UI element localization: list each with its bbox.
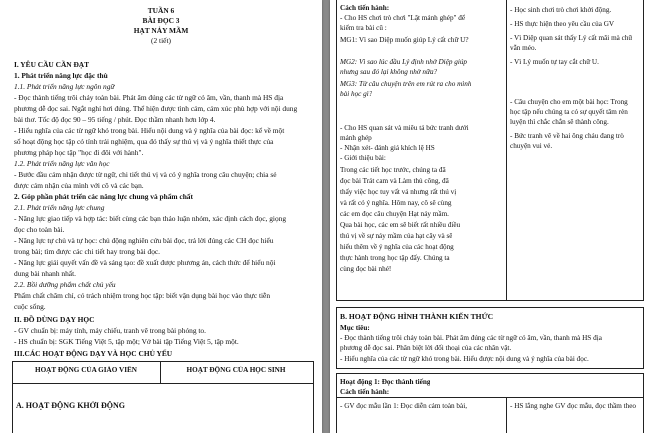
student-line: - HS lắng nghe GV đọc mẫu, đọc thầm theo <box>510 402 637 410</box>
howto-label: Cách tiến hành: <box>340 388 390 396</box>
teacher-line: đọc bài Trát cam và Làm thủ công, đã <box>340 177 449 185</box>
teacher-line: thực hành trong học tập đấy. Chúng ta <box>340 254 450 262</box>
body-line: đọc cho toàn bài. <box>14 225 65 234</box>
student-line: - Câu chuyện cho em một bài học: Trong <box>510 98 628 106</box>
student-line: chuyện vui vẻ. <box>510 142 553 150</box>
student-line: - Vì Diệp quan sát thấy Lý cất mãi mà chữ <box>510 34 633 42</box>
table-header-teacher: HOẠT ĐỘNG CỦA GIÁO VIÊN <box>35 366 137 374</box>
table-header-student: HOẠT ĐỘNG CỦA HỌC SINH <box>186 366 286 374</box>
teacher-line: MG1: Vì sao Diệp muốn giúp Lý cất chữ U? <box>340 36 469 44</box>
student-line: - Vì Lý muốn tự tay cắt chữ U. <box>510 58 599 66</box>
body-line: - Năng lực tự chủ và tự học: chủ động nghiên cứu bài đọc, trả lời đúng các CH đọc hiểu <box>14 236 274 245</box>
subsection-heading: 2. Góp phần phát triển các năng lực chung và phẩm chất <box>14 192 193 201</box>
right-document-page <box>330 0 650 433</box>
section-heading: II. ĐỒ DÙNG DẠY HỌC <box>14 315 95 324</box>
body-line: - Năng lực giải quyết vấn đề và sáng tạo: đề xuất được phương án, cách thức để hiểu nội <box>14 258 276 267</box>
table-column-divider <box>160 361 161 383</box>
lesson-title: HẠT NẢY MẦM <box>133 26 189 35</box>
teacher-line: kiểm tra bài cũ : <box>340 24 387 32</box>
teacher-line: Qua bài học, các em sẽ biết rất nhiều điều <box>340 221 461 229</box>
body-line: số hoạt động học tập có tính trải nghiệm, qua đó thấy sự thú vị và ý nghĩa thiết thực của <box>14 137 274 146</box>
table-column-divider <box>506 0 507 301</box>
table-column-divider <box>506 397 507 433</box>
body-line: được cảm nhận của mình với cô và các bạn. <box>14 181 144 190</box>
teacher-line: MG3: Từ câu chuyện trên em rút ra cho mình <box>340 80 472 88</box>
body-line: dung bài nhanh nhất. <box>14 269 76 278</box>
body-line: phương dễ đọc sai. Ngắt nghỉ hơi đúng. Thể hiện được tình cảm, cảm xúc phù hợp với nội dung <box>14 104 298 113</box>
objective-line: phương dễ đọc sai. Phân biệt lời đối thoại của các nhân vật. <box>340 344 512 352</box>
table-section-label: A. HOẠT ĐỘNG KHỞI ĐỘNG <box>16 401 125 410</box>
sub-subsection-heading: 1.1. Phát triển năng lực ngôn ngữ <box>14 82 115 91</box>
body-line: trong bài; tìm được các chi tiết hay trong bài đọc. <box>14 247 161 256</box>
teacher-line: - Cho HS quan sát và miêu tả bức tranh dưới <box>340 124 469 132</box>
sub-subsection-heading: 2.1. Phát triển năng lực chung <box>14 203 105 212</box>
subsection-heading: 1. Phát triển năng lực đặc thù <box>14 71 108 80</box>
teacher-line: cùng đọc bài nhé! <box>340 265 392 273</box>
body-line: phương pháp học tập "học đi đôi với hành". <box>14 148 144 157</box>
teacher-line: các em đọc câu chuyện Hạt nảy mầm. <box>340 210 449 218</box>
teacher-line: thú vị về sự nảy mầm của hạt cây và sẽ <box>340 232 453 240</box>
week-label: TUẦN 6 <box>147 6 175 15</box>
objective-line: - Đọc thành tiếng trôi chảy toàn bài. Phát âm đúng các từ ngữ có âm, vần, thanh mà HS địa <box>340 334 602 342</box>
body-line: - Năng lực giao tiếp và hợp tác: biết cùng các bạn thảo luận nhóm, xác định cách đọc, giọng <box>14 214 287 223</box>
student-line: - Học sinh chơi trò chơi khởi động. <box>510 6 612 14</box>
section-b-heading: B. HOẠT ĐỘNG HÌNH THÀNH KIẾN THỨC <box>340 312 494 321</box>
sub-subsection-heading: 1.2. Phát triển năng lực văn học <box>14 159 110 168</box>
student-line: vẫn méo. <box>510 44 537 52</box>
objective-line: - Hiểu nghĩa của các từ ngữ khó trong bài. Hiểu được nội dung và ý nghĩa của bài đọc. <box>340 355 589 363</box>
student-line: học tập nếu chúng ta có sự quyết tâm rèn <box>510 108 628 116</box>
teacher-line: hiểu thêm về ý nghĩa của các hoạt động <box>340 243 454 251</box>
sub-subsection-heading: 2.2. Bồi dưỡng phẩm chất chủ yếu <box>14 280 116 289</box>
teacher-line: thấy việc học tuy vất vả nhưng rất thú vị <box>340 188 457 196</box>
teacher-line: - Nhận xét- đánh giá khích lệ HS <box>340 144 435 152</box>
body-line: bài thơ. Tốc độ đọc 90 – 95 tiếng / phút. Đọc thầm nhanh hơn lớp 4. <box>14 115 216 124</box>
teacher-line: nhưng sau đó lại không nhờ nữa? <box>340 68 438 76</box>
body-line: - GV chuẩn bị: máy tính, máy chiếu, tranh vẽ trong bài phóng to. <box>14 326 206 335</box>
teacher-line: - Cho HS chơi trò chơi "Lật mảnh ghép" để <box>340 14 466 22</box>
teacher-line: mảnh ghép <box>340 134 372 142</box>
student-line: - HS thực hiện theo yêu cầu của GV <box>510 20 615 28</box>
body-line: - HS chuẩn bị: SGK Tiếng Việt 5, tập một; Vở bài tập Tiếng Việt 5, tập một. <box>14 337 239 346</box>
body-line: cuộc sống. <box>14 302 46 311</box>
body-line: - Hiểu nghĩa của các từ ngữ khó trong bài. Hiểu nội dung và ý nghĩa của bài đọc: kể về một <box>14 126 285 135</box>
lesson-duration: (2 tiết) <box>151 36 171 45</box>
activity-title: Hoạt động 1: Đọc thành tiếng <box>340 378 431 386</box>
student-line: luyện thì chắc chắn sẽ thành công. <box>510 118 609 126</box>
body-line: - Bước đầu cảm nhận được từ ngữ, chi tiết thú vị và có ý nghĩa trong câu chuyện; chia sẻ <box>14 170 277 179</box>
student-line: - Bức tranh vẽ về hai ông cháu đang trò <box>510 132 624 140</box>
table-row-divider <box>12 383 314 384</box>
section-heading: I. YÊU CẦU CẦN ĐẠT <box>14 60 90 69</box>
left-document-page <box>0 0 322 433</box>
teacher-line: - Giới thiệu bài: <box>340 154 386 162</box>
lesson-number: BÀI ĐỌC 3 <box>142 16 180 25</box>
body-line: Phẩm chất chăm chỉ, có trách nhiệm trong học tập: biết vận dụng bài học vào thực tiễn <box>14 291 271 300</box>
howto-label: Cách tiến hành: <box>340 4 390 12</box>
teacher-line: và rất có ý nghĩa. Hôm nay, cô sẽ cùng <box>340 199 452 207</box>
teacher-line: MG2: Vì sao lúc đầu Lý định nhờ Diệp giúp <box>340 58 468 66</box>
teacher-line: Trong các tiết học trước, chúng ta đã <box>340 166 446 174</box>
objective-label: Mục tiêu: <box>340 324 370 332</box>
section-heading: III.CÁC HOẠT ĐỘNG DẠY VÀ HỌC CHỦ YẾU <box>14 349 173 358</box>
body-line: - Đọc thành tiếng trôi chảy toàn bài. Phát âm đúng các từ ngữ có âm, vần, thanh mà HS địa <box>14 93 284 102</box>
teacher-line: bài học gì? <box>340 90 373 98</box>
teacher-line: - GV đọc mẫu lần 1: Đọc diễn cảm toàn bài, <box>340 402 468 410</box>
